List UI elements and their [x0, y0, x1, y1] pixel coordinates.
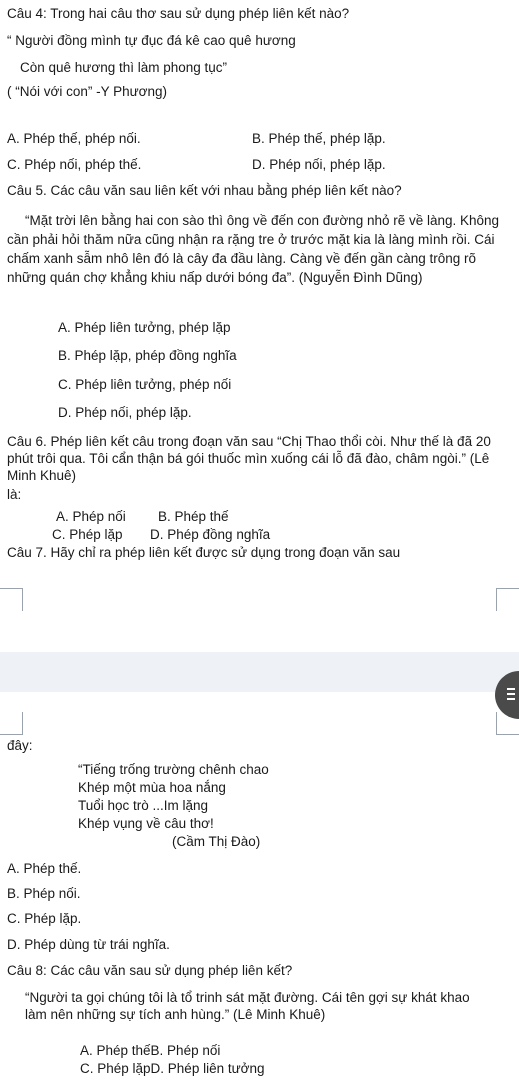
q6-option-a: A. Phép nối — [56, 509, 126, 524]
q4-option-a: A. Phép thế, phép nối. — [7, 131, 141, 146]
q6-title: Câu 6. Phép liên kết câu trong đoạn văn sau “Chị Thao thổi còi. Như thế là đã 20 phút trôi qua. Tôi cẩn thận bá gói thuốc mìn xuống cái lỗ đã đào, châm ngòi.” (Lê Minh Khuê) — [7, 434, 491, 483]
q5-option-a: A. Phép liên tưởng, phép lặp — [58, 320, 231, 335]
q7-option-d: D. Phép dùng từ trái nghĩa. — [7, 937, 170, 952]
q5-title: Câu 5. Các câu văn sau liên kết với nhau bằng phép liên kết nào? — [7, 183, 402, 198]
q7-source: (Cầm Thị Đào) — [172, 834, 261, 849]
q4-poem-line-1: “ Người đồng mình tự đục đá kê cao quê hương — [7, 33, 296, 48]
q6-tail: là: — [7, 487, 22, 502]
q5-passage: “Mặt trời lên bằng hai con sào thì ông về đến con đường nhỏ rẽ về làng. Không cần phải hỏi thăm nữa cũng nhận ra rặng tre ở trước mặt kia là làng mình rồi. Cái chấm xanh sẫm nhô lên đó là cây đa đầu làng. Càng về đến gần càng trông rõ những quán chợ khẳng khiu nấp dưới bóng đa”. (Nguyễn Đình Dũng) — [7, 213, 500, 285]
q4-source: ( “Nói với con” -Y Phương) — [7, 84, 168, 99]
q8-options-line-2: C. Phép lặpD. Phép liên tưởng — [80, 1061, 265, 1076]
q6-option-c: C. Phép lặp — [52, 527, 123, 542]
q7-option-c: C. Phép lặp. — [7, 911, 82, 926]
q7-continuation: đây: — [7, 738, 33, 753]
q8-options-line-1: A. Phép thếB. Phép nối — [80, 1043, 221, 1058]
page-corner-top-left — [0, 588, 23, 611]
q7-poem-line-3: Tuổi học trò ...Im lặng — [78, 798, 209, 813]
q4-option-c: C. Phép nối, phép thế. — [7, 157, 142, 172]
q4-title: Câu 4: Trong hai câu thơ sau sử dụng phép liên kết nào? — [7, 6, 350, 21]
page-corner-top-right — [496, 588, 519, 611]
page-corner-bottom-left — [0, 712, 23, 735]
q6-option-b: B. Phép thế — [158, 509, 229, 524]
q7-title: Câu 7. Hãy chỉ ra phép liên kết được sử dụng trong đoạn văn sau — [7, 545, 401, 560]
q8-passage: “Người ta gọi chúng tôi là tổ trinh sát mặt đường. Cái tên gợi sự khát khao làm nên những sự tích anh hùng.” (Lê Minh Khuê) — [25, 990, 470, 1022]
q7-poem-line-2: Khép một mùa hoa nắng — [78, 780, 226, 795]
q8-title: Câu 8: Các câu văn sau sử dụng phép liên kết? — [7, 963, 293, 978]
page-gap — [0, 652, 519, 692]
q5-option-c: C. Phép liên tưởng, phép nối — [58, 377, 232, 392]
q4-option-d: D. Phép nối, phép lặp. — [252, 157, 386, 172]
q7-option-a: A. Phép thế. — [7, 861, 82, 876]
q7-poem-line-4: Khép vụng về câu thơ! — [78, 816, 214, 831]
q5-option-d: D. Phép nối, phép lặp. — [58, 405, 192, 420]
q7-option-b: B. Phép nối. — [7, 886, 81, 901]
q6-option-d: D. Phép đồng nghĩa — [150, 527, 271, 542]
q4-option-b: B. Phép thế, phép lặp. — [252, 131, 386, 146]
q5-option-b: B. Phép lặp, phép đồng nghĩa — [58, 348, 237, 363]
q7-poem-line-1: “Tiếng trống trường chênh chao — [78, 762, 269, 777]
q4-poem-line-2: Còn quê hương thì làm phong tục” — [20, 60, 228, 75]
